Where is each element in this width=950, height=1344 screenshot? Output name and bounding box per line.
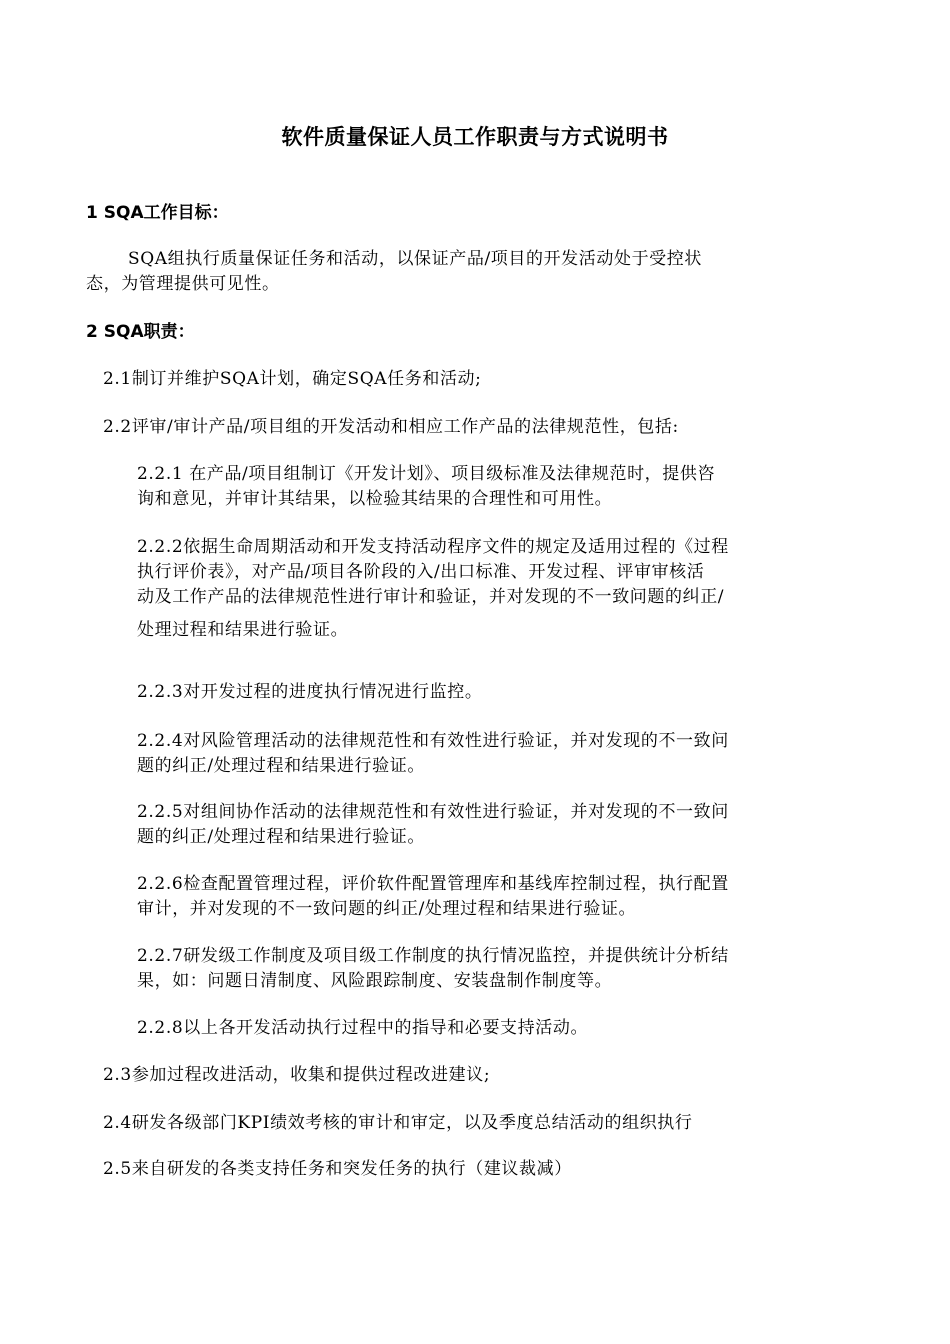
item-2-2-1-line-2: 询和意见，并审计其结果，以检验其结果的合理性和可用性。 xyxy=(137,489,613,509)
item-2-2-2-line-2: 执行评价表》，对产品/项目各阶段的入/出口标准、开发过程、评审审核活 xyxy=(137,562,705,582)
item-2-2-7-line-1: 2.2.7研发级工作制度及项目级工作制度的执行情况监控，并提供统计分析结 xyxy=(137,946,729,966)
item-2-3: 2.3参加过程改进活动，收集和提供过程改进建议; xyxy=(103,1065,491,1085)
section-1-line-1: SQA组执行质量保证任务和活动，以保证产品/项目的开发活动处于受控状 xyxy=(128,249,702,269)
item-2-2-6-line-1: 2.2.6检查配置管理过程，评价软件配置管理库和基线库控制过程，执行配置 xyxy=(137,874,729,894)
item-2-2-5 xyxy=(137,800,729,850)
item-2-2: 2.2评审/审计产品/项目组的开发活动和相应工作产品的法律规范性，包括: xyxy=(103,417,679,437)
item-2-2-2-line-4: 处理过程和结果进行验证。 xyxy=(137,620,349,640)
item-2-2-1-line-1: 2.2.1 在产品/项目组制订《开发计划》、项目级标准及法律规范时，提供咨 xyxy=(137,464,716,484)
item-2-2-2-line-3: 动及工作产品的法律规范性进行审计和验证，并对发现的不一致问题的纠正/ xyxy=(137,587,725,607)
document-title: 软件质量保证人员工作职责与方式说明书 xyxy=(281,125,669,149)
item-2-2-7-line-2: 果，如：问题日清制度、风险跟踪制度、安装盘制作制度等。 xyxy=(137,971,613,991)
item-2-2-6 xyxy=(137,872,729,922)
item-2-5: 2.5来自研发的各类支持任务和突发任务的执行（建议裁减） xyxy=(103,1159,572,1179)
section-1-heading: 1 SQA工作目标： xyxy=(86,203,229,223)
item-2-2-5-line-2: 题的纠正/处理过程和结果进行验证。 xyxy=(137,827,425,847)
item-2-2-6-line-2: 审计，并对发现的不一致问题的纠正/处理过程和结果进行验证。 xyxy=(137,899,637,919)
item-2-4: 2.4研发各级部门KPI绩效考核的审计和审定，以及季度总结活动的组织执行 xyxy=(103,1113,693,1133)
item-2-2-2-line-1: 2.2.2依据生命周期活动和开发支持活动程序文件的规定及适用过程的《过程 xyxy=(137,537,729,557)
item-2-2-8: 2.2.8以上各开发活动执行过程中的指导和必要支持活动。 xyxy=(137,1018,589,1038)
section-1-line-2: 态，为管理提供可见性。 xyxy=(86,274,280,294)
item-2-2-2 xyxy=(137,535,729,643)
item-2-2-7 xyxy=(137,944,729,994)
section-1-paragraph xyxy=(86,247,702,297)
item-2-1: 2.1制订并维护SQA计划，确定SQA任务和活动; xyxy=(103,369,482,389)
item-2-2-4 xyxy=(137,729,729,779)
item-2-2-3: 2.2.3对开发过程的进度执行情况进行监控。 xyxy=(137,682,483,702)
item-2-2-5-line-1: 2.2.5对组间协作活动的法律规范性和有效性进行验证，并对发现的不一致问 xyxy=(137,802,729,822)
section-2-heading: 2 SQA职责： xyxy=(86,322,195,342)
item-2-2-4-line-1: 2.2.4对风险管理活动的法律规范性和有效性进行验证，并对发现的不一致问 xyxy=(137,731,729,751)
item-2-2-4-line-2: 题的纠正/处理过程和结果进行验证。 xyxy=(137,756,425,776)
item-2-2-1 xyxy=(137,462,715,512)
